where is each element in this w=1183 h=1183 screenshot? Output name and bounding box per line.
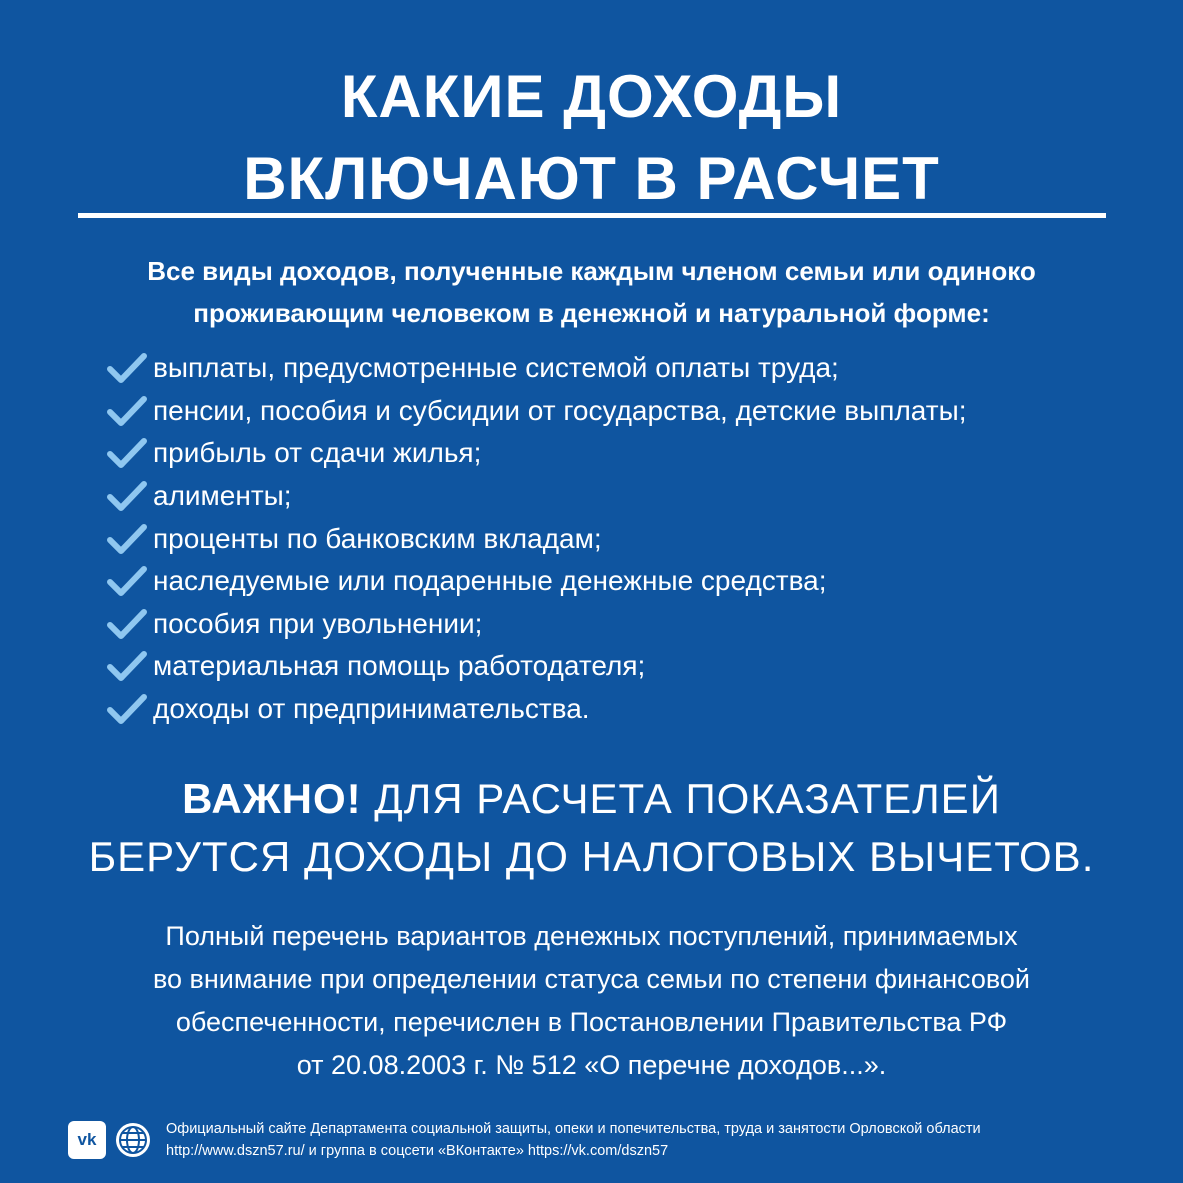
check-icon: [107, 437, 147, 469]
check-icon: [107, 395, 147, 427]
list-item-label: пособия при увольнении;: [153, 607, 483, 639]
reference-note: [40, 915, 1143, 1087]
list-item: [107, 475, 967, 518]
check-icon: [107, 693, 147, 725]
title-line-1: КАКИЕ ДОХОДЫ: [340, 63, 843, 130]
check-icon: [107, 480, 147, 512]
note-line-3: обеспеченности, перечислен в Постановлении Правительства РФ: [175, 1007, 1008, 1037]
page-title: [0, 56, 1183, 220]
note-line-1: Полный перечень вариантов денежных поступлений, принимаемых: [165, 921, 1018, 951]
list-item-label: алименты;: [153, 480, 292, 512]
list-item-label: пенсии, пособия и субсидии от государства, детские выплаты;: [153, 394, 967, 426]
check-icon: [107, 650, 147, 682]
list-item: [107, 517, 967, 560]
check-icon: [107, 352, 147, 384]
list-item-label: наследуемые или подаренные денежные средства;: [153, 565, 827, 597]
footer-text: [166, 1118, 981, 1162]
income-list: [107, 347, 967, 730]
list-item: [107, 390, 967, 433]
important-label: ВАЖНО!: [182, 775, 362, 822]
important-line-1-text: ДЛЯ РАСЧЕТА ПОКАЗАТЕЛЕЙ: [361, 775, 1001, 822]
check-icon: [107, 608, 147, 640]
list-item-label: доходы от предпринимательства.: [153, 693, 590, 725]
list-item: [107, 603, 967, 646]
list-item: [107, 432, 967, 475]
list-item-label: выплаты, предусмотренные системой оплаты труда;: [153, 352, 839, 384]
footer-line-1: Официальный сайте Департамента социальной защиты, опеки и попечительства, труда и занятости Орловской области: [166, 1121, 981, 1137]
list-item: [107, 347, 967, 390]
globe-icon[interactable]: [114, 1121, 152, 1159]
check-icon: [107, 565, 147, 597]
list-item: [107, 688, 967, 731]
vk-icon-text: vk: [77, 1130, 97, 1149]
intro-line-1: Все виды доходов, полученные каждым членом семьи или одиноко: [147, 256, 1036, 286]
note-line-4: от 20.08.2003 г. № 512 «О перечне доходов...».: [296, 1050, 887, 1080]
vk-icon[interactable]: [68, 1121, 106, 1159]
list-item: [107, 560, 967, 603]
intro-text: [40, 250, 1143, 334]
title-divider: [78, 213, 1106, 218]
list-item-label: проценты по банковским вкладам;: [153, 522, 602, 554]
check-icon: [107, 523, 147, 555]
footer: [68, 1118, 981, 1162]
intro-line-2: проживающим человеком в денежной и натуральной форме:: [193, 298, 990, 328]
important-line-1: [0, 770, 1183, 828]
footer-line-2: http://www.dszn57.ru/ и группа в соцсети «ВКонтакте» https://vk.com/dszn57: [166, 1143, 669, 1159]
note-line-2: во внимание при определении статуса семьи по степени финансовой: [152, 964, 1031, 994]
list-item: [107, 645, 967, 688]
list-item-label: прибыль от сдачи жилья;: [153, 437, 482, 469]
important-line-2: БЕРУТСЯ ДОХОДЫ ДО НАЛОГОВЫХ ВЫЧЕТОВ.: [88, 833, 1095, 880]
title-line-2: ВКЛЮЧАЮТ В РАСЧЕТ: [243, 145, 940, 212]
list-item-label: материальная помощь работодателя;: [153, 650, 646, 682]
important-notice: [0, 770, 1183, 886]
